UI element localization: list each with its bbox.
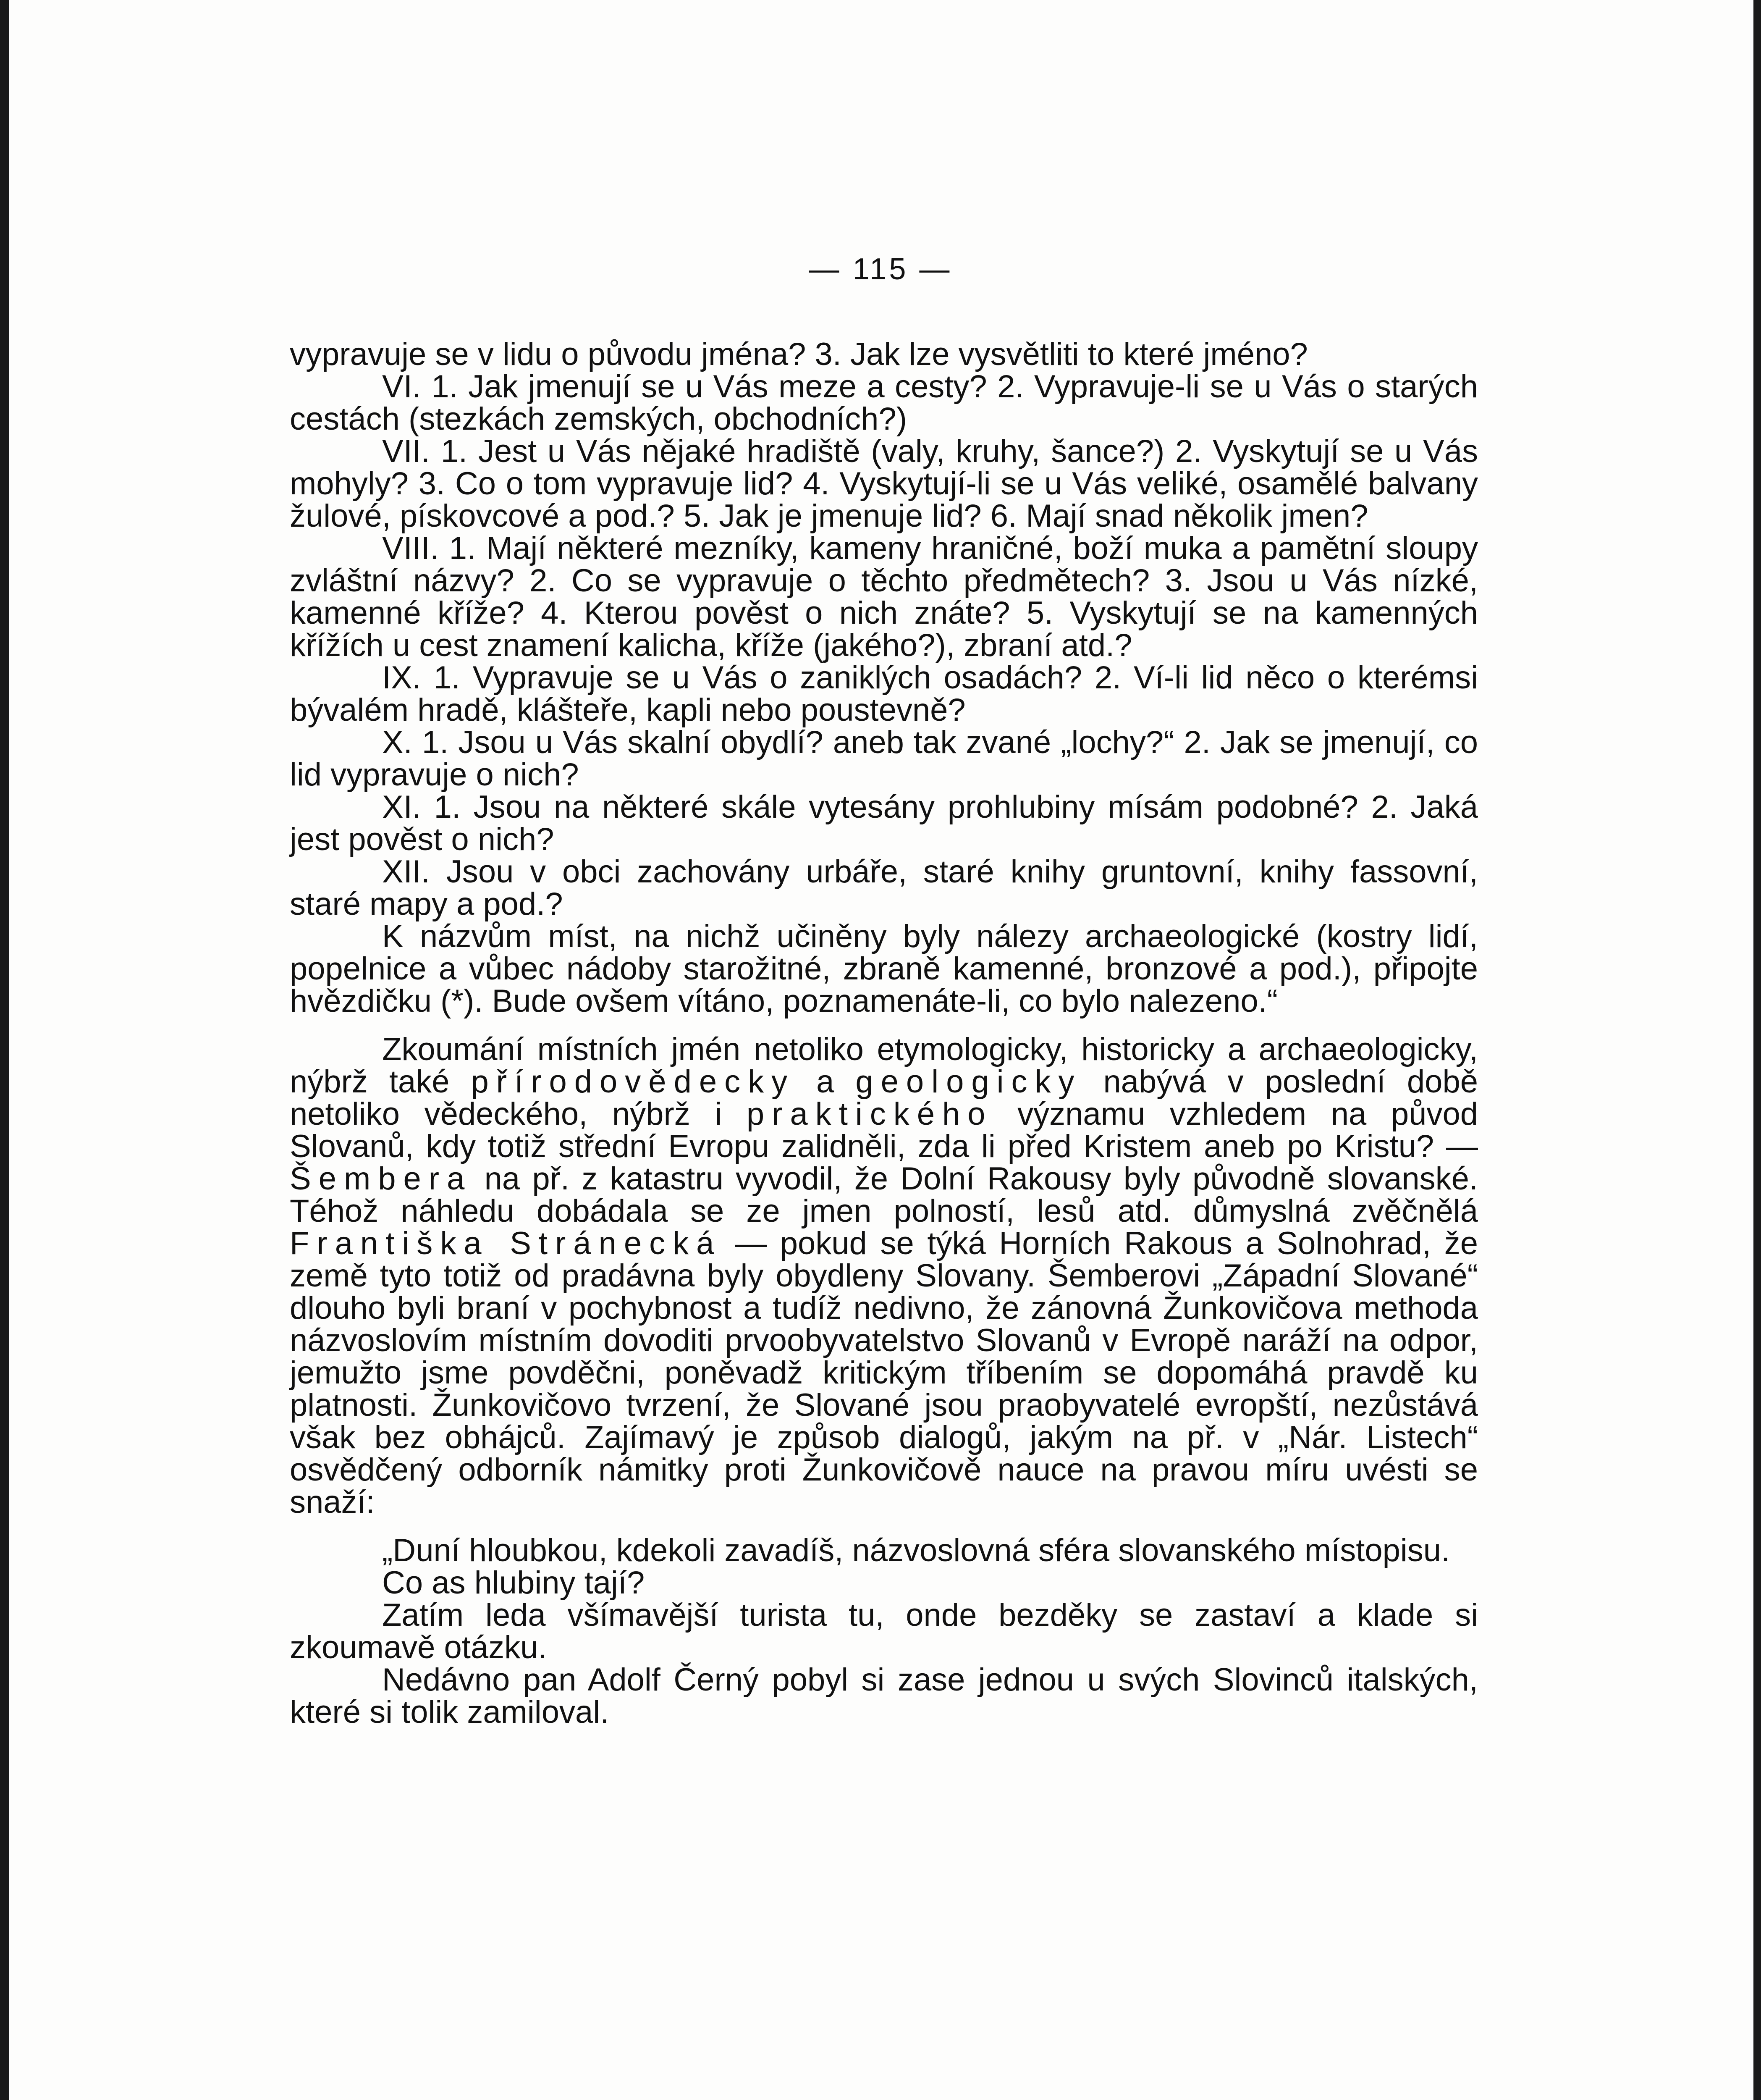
text-run: — pokud se týká Horních Rakous a Solnohrad, že země tyto totiž od pradávna byly obydleny Slovany. Šemberovi „Západní Slované“ dlouho byli braní v pochybnost a tudíž nedivno, že zánovná Žunkovičova methoda názvoslovím místním dovoditi prvoobyvatelstvo Slovanů v Evropě naráží na odpor, jemužto jsme povděčni, poněvadž kritickým tříbením se dopomáhá pravdě ku platnosti. Žunkovičovo tvrzení, že Slované jsou praobyvatelé evropští, nezůstává však bez obhájců. Zajímavý je způsob dialogů, jakým na př. v „Nár. Listech“ osvědčený odborník námitky proti Žunkovičově nauce na pravou míru uvésti se snaží:: [290, 1226, 1478, 1520]
question-section-viii: VIII. 1. Mají některé mezníky, kameny hraničné, boží muka a pamětní sloupy zvláštní názvy? 2. Co se vypravuje o těchto předmětech? 3. Jsou u Vás nízké, kamenné kříže? 4. Kterou pověst o nich znáte? 5. Vyskytují se na kamenných křížích u cest znamení kalicha, kříže (jakého?), zbraní atd.?: [290, 530, 1478, 663]
spaced-emphasis: přírodovědecky: [471, 1064, 795, 1100]
text-run: významu vzhledem na původ Slovanů, kdy totiž střední Evropu zalidněli, zda li před Kristem aneb po Kristu? —: [290, 1096, 1478, 1164]
question-section-vii: VII. 1. Jest u Vás nějaké hradiště (valy, kruhy, šance?) 2. Vyskytují se u Vás mohyly? 3. Co o tom vypravuje lid? 4. Vyskytují-li se u Vás veliké, osamělé balvany žulové, pískovcové a pod.? 5. Jak je jmenuje lid? 6. Mají snad několik jmen?: [290, 433, 1478, 534]
question-section-xii: XII. Jsou v obci zachovány urbáře, staré knihy gruntovní, knihy fassovní, staré mapy a pod.?: [290, 854, 1478, 922]
page-number: — 115 —: [809, 252, 952, 286]
question-section-x: X. 1. Jsou u Vás skalní obydlí? aneb tak zvané „lochy?“ 2. Jak se jmenují, co lid vypravuje o nich?: [290, 724, 1478, 793]
text-run: a: [795, 1064, 856, 1100]
question-section-vi: VI. 1. Jak jmenují se u Vás meze a cesty? 2. Vypravuje-li se u Vás o starých cestách (stezkách zemských, obchodních?): [290, 369, 1478, 437]
spaced-emphasis: geologicky: [855, 1064, 1082, 1100]
question-section-ix: IX. 1. Vypravuje se u Vás o zaniklých osadách? 2. Ví-li lid něco o kterémsi bývalém hradě, klášteře, kapli nebo poustevně?: [290, 660, 1478, 728]
quote-paragraph: Zatím leda všímavější turista tu, onde bezděky se zastaví a klade si zkoumavě otázku.: [290, 1597, 1478, 1665]
scan-edge-right: [1753, 0, 1761, 2100]
text-run: na př. z katastru vyvodil, že Dolní Rakousy byly původně slovanské. Téhož náhledu dobádala se ze jmen polností, lesů atd. důmyslná zvěčnělá: [290, 1161, 1478, 1229]
question-section-xi: XI. 1. Jsou na některé skále vytesány prohlubiny mísám podobné? 2. Jaká jest pověst o nich?: [290, 789, 1478, 857]
scan-edge-left: [0, 0, 9, 2100]
quote-paragraph: Nedávno pan Adolf Černý pobyl si zase jednou u svých Slovinců italských, které si tolik zamiloval.: [290, 1662, 1478, 1730]
main-discussion-paragraph: [290, 1033, 1478, 1518]
quote-paragraph: „Duní hloubkou, kdekoli zavadíš, názvoslovná sféra slovanského místopisu.: [382, 1533, 1450, 1568]
archaeology-note-paragraph: K názvům míst, na nichž učiněny byly nálezy archaeologické (kostry lidí, popelnice a vůbec nádoby starožitné, zbraně kamenné, bronzové a pod.), připojte hvězdičku (*). Bude ovšem vítáno, poznamenáte-li, co bylo nalezeno.“: [290, 919, 1478, 1019]
spaced-emphasis: praktického: [746, 1096, 993, 1132]
text-run: nabývá v poslední době netoliko vědeckého, nýbrž i: [290, 1064, 1478, 1132]
spaced-emphasis: Šembera: [290, 1161, 472, 1197]
quote-paragraph: Co as hlubiny tají?: [382, 1565, 645, 1601]
text-run: Zkoumání místních jmén netoliko etymologicky, historicky a archaeologicky, nýbrž také: [290, 1032, 1478, 1100]
paragraph-continuation: vypravuje se v lidu o původu jména? 3. Jak lze vysvětliti to které jméno?: [290, 336, 1308, 372]
body-text: [290, 338, 1478, 1728]
spaced-emphasis: Františka Stránecká: [290, 1226, 722, 1261]
